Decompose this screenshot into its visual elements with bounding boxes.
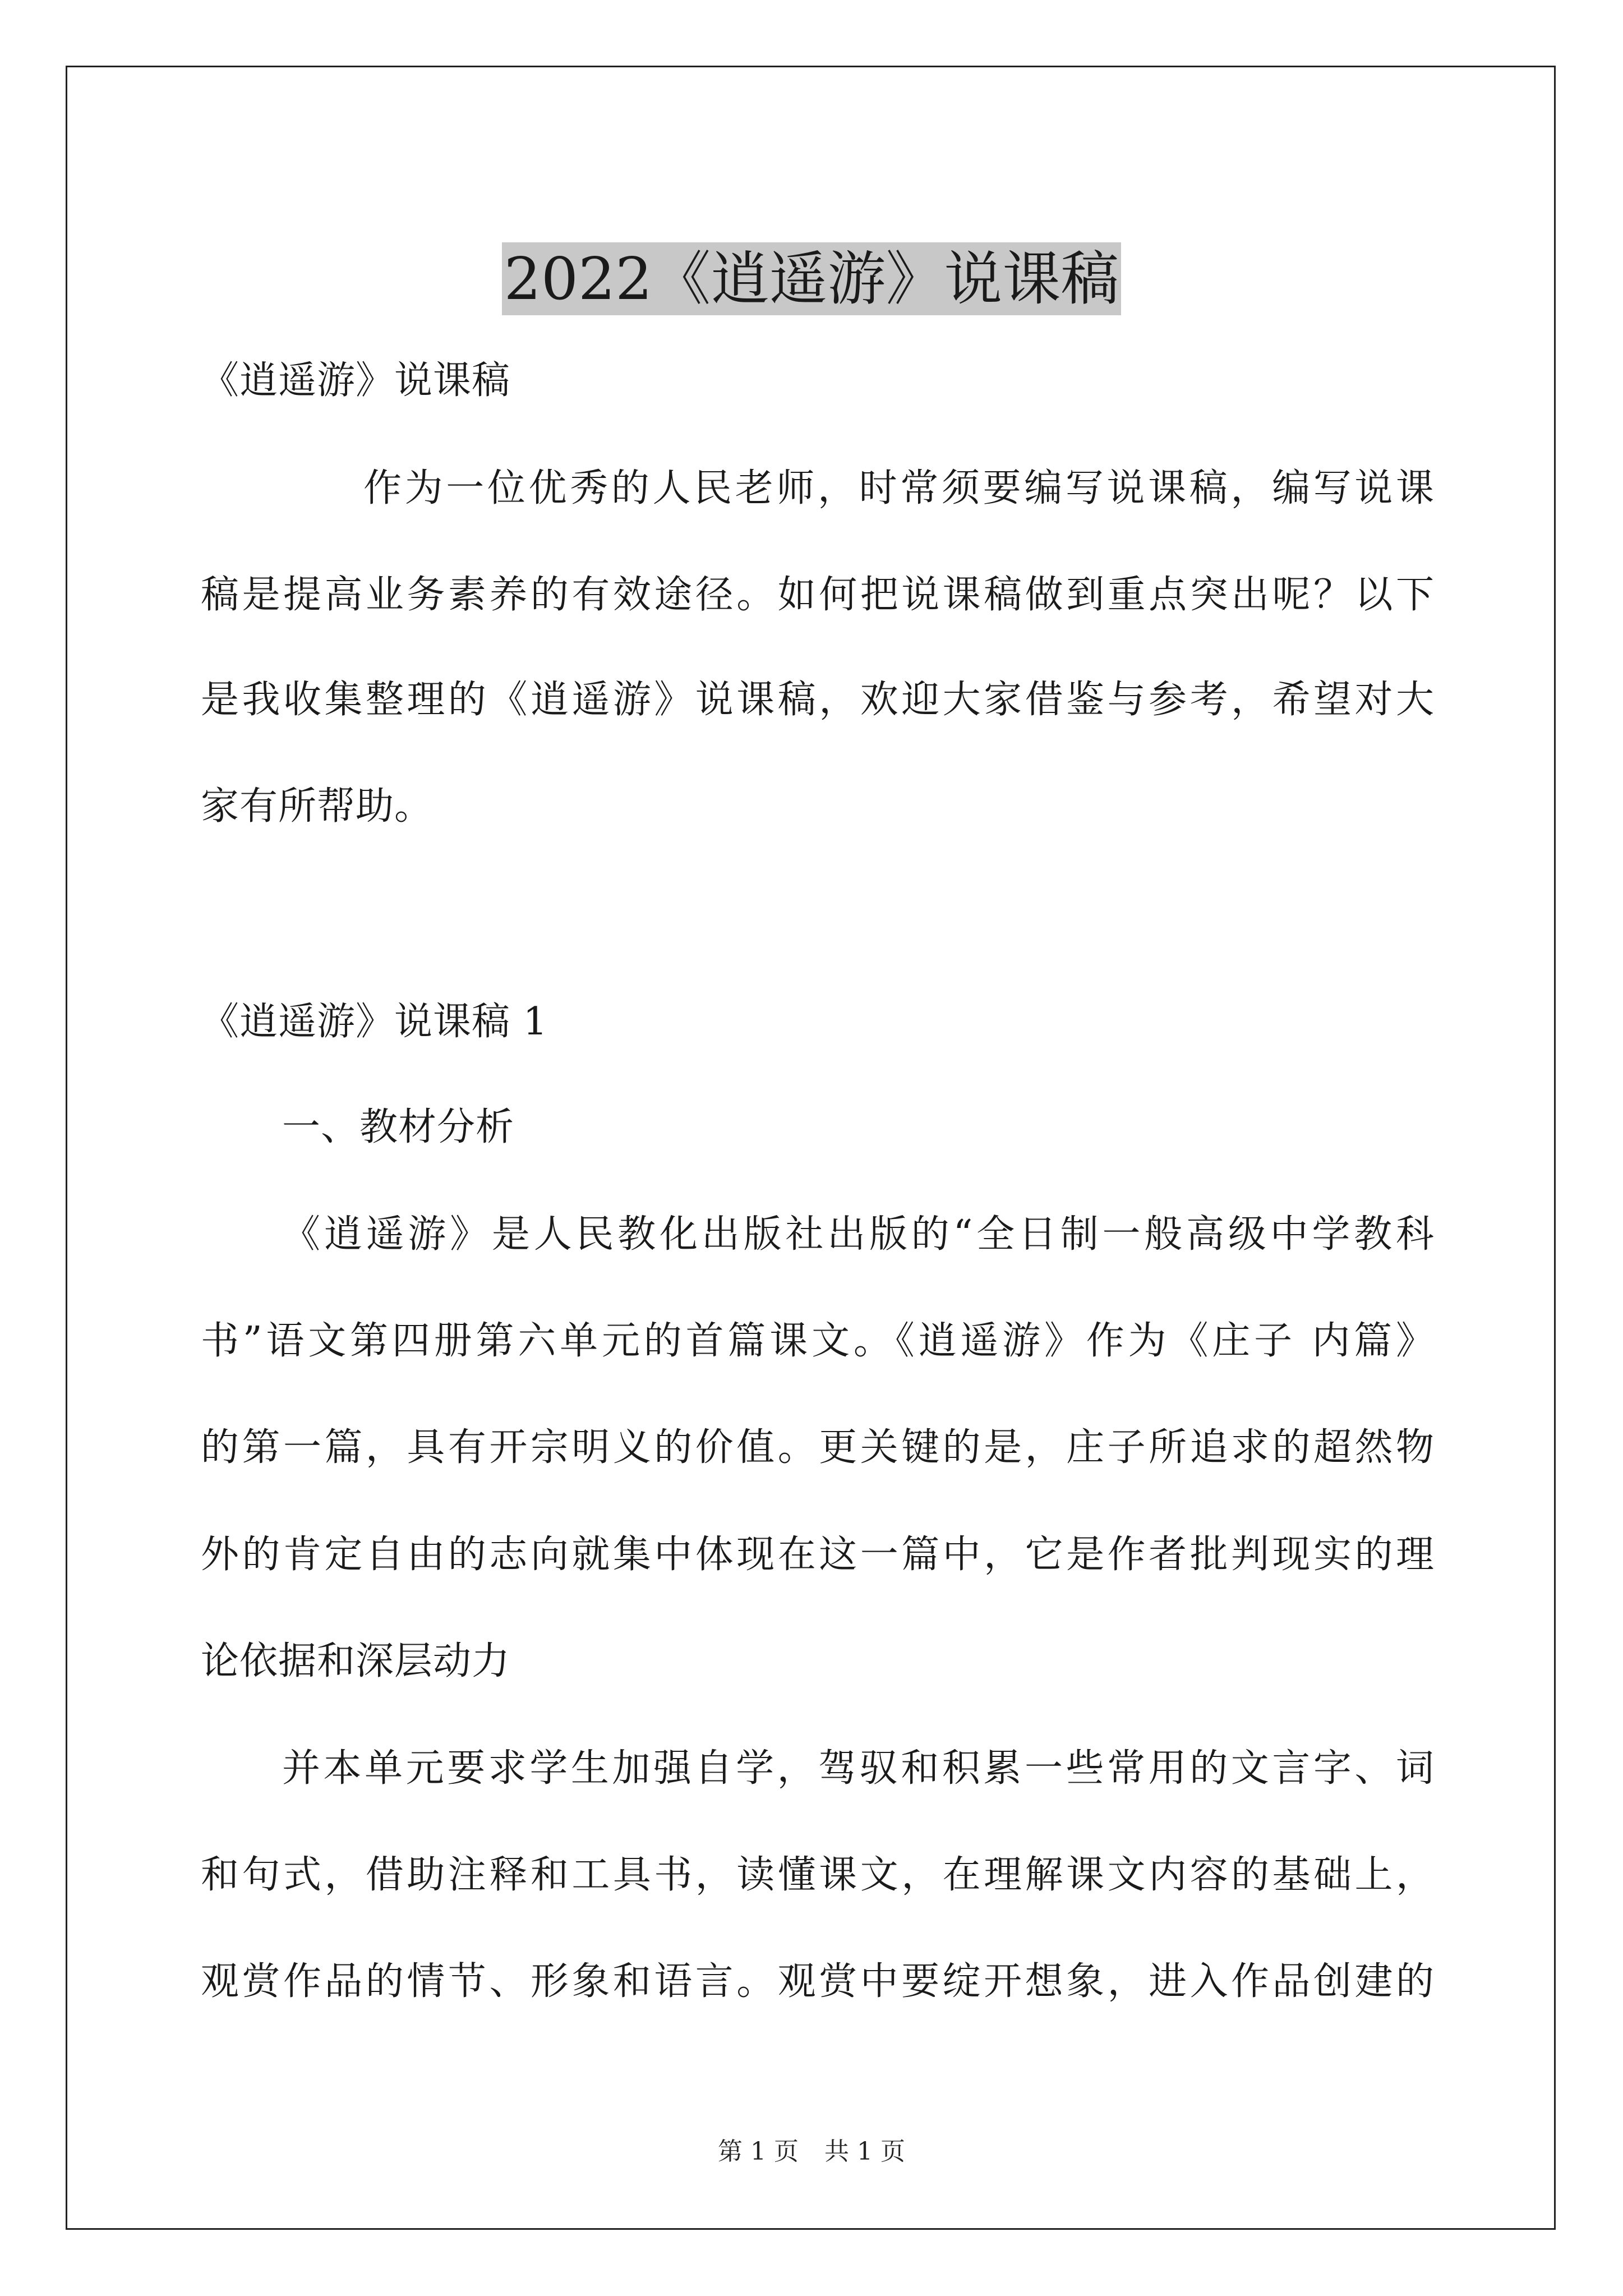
body-line-13: 和句式，借助注释和工具书，读懂课文，在理解课文内容的基础上， (201, 1853, 1435, 1897)
body-line-10: 外的肯定自由的志向就集中体现在这一篇中，它是作者批判现实的理 (201, 1533, 1435, 1577)
body-line-11: 论依据和深层动力 (201, 1639, 511, 1683)
page-footer (0, 2136, 1623, 2168)
body-line-1: 作为一位优秀的人民老师，时常须要编写说课稿，编写说课 (363, 466, 1435, 510)
body-line-9: 的第一篇，具有开宗明义的价值。更关键的是，庄子所追求的超然物 (201, 1425, 1435, 1470)
body-line-14: 观赏作品的情节、形象和语言。观赏中要绽开想象，进入作品创建的 (201, 1959, 1435, 2004)
body-line-2: 稿是提高业务素养的有效途径。如何把说课稿做到重点突出呢？以下 (201, 573, 1435, 617)
body-line-8: 书”语文第四册第六单元的首篇课文。《逍遥游》作为《庄子 内篇》 (201, 1319, 1435, 1363)
subheading-textbook-analysis: 一、教材分析 (282, 1105, 515, 1149)
body-line-3: 是我收集整理的《逍遥游》说课稿，欢迎大家借鉴与参考，希望对大 (201, 678, 1435, 722)
page-number: 第 1 页 (718, 2137, 799, 2166)
body-line-0: 《逍遥游》说课稿 (201, 358, 511, 403)
section-heading-1: 《逍遥游》说课稿 1 (201, 1000, 548, 1044)
body-line-4: 家有所帮助。 (201, 784, 434, 829)
page-total: 共 1 页 (824, 2137, 905, 2166)
title-container (0, 203, 1623, 354)
body-line-7: 《逍遥游》是人民教化出版社出版的“全日制一般高级中学教科 (282, 1212, 1435, 1257)
document-title: 2022《逍遥游》说课稿 (502, 242, 1122, 315)
body-line-12: 并本单元要求学生加强自学，驾驭和积累一些常用的文言字、词 (282, 1746, 1435, 1791)
